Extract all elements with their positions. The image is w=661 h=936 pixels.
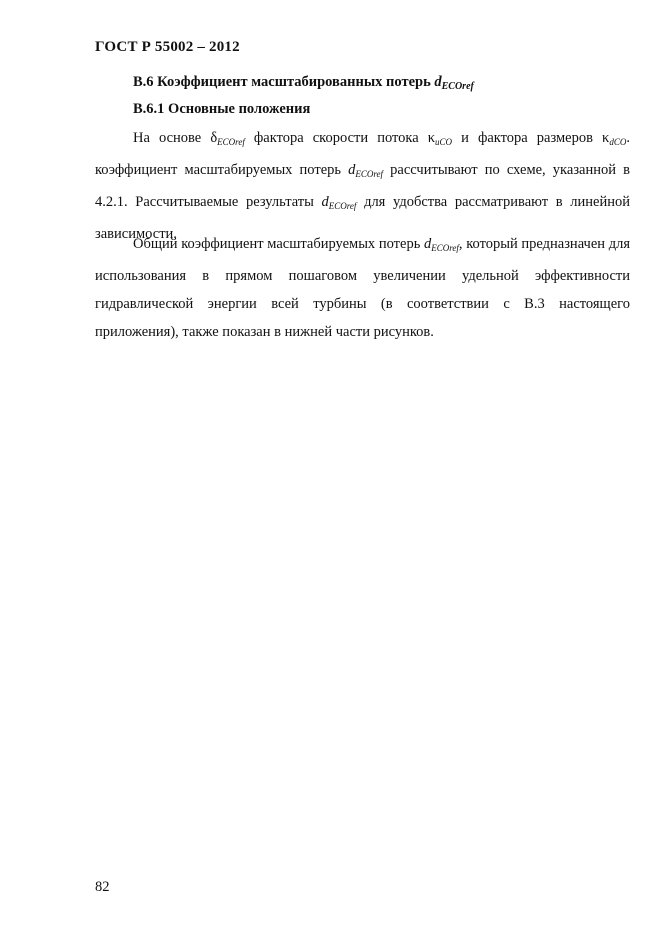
p1-text-1: На основе [133, 130, 211, 146]
p1-d-1: d [348, 162, 356, 178]
p1-kappa-2: κ [602, 130, 610, 146]
p2-d-sub: ECOref [431, 243, 459, 253]
p2-d: d [423, 236, 432, 252]
p1-delta-sub: ECOref [217, 137, 245, 147]
p1-text-6: для удобства рассматривают в линейной зависимости. [95, 194, 630, 242]
page-number: 82 [95, 879, 110, 895]
section-title-text: B.6 Коэффициент масштабированных потерь [133, 74, 431, 90]
subsection-title: B.6.1 Основные положения [133, 101, 311, 117]
p1-text-5: рассчитывают по схеме, указанной в 4.2.1. Рассчитываемые результаты [95, 162, 630, 210]
p1-d-2: d [321, 194, 329, 210]
p1-delta: δ [210, 130, 218, 146]
paragraph-2 [95, 230, 630, 346]
standard-header: ГОСТ Р 55002 – 2012 [95, 39, 240, 55]
p1-d-2-sub: ECOref [328, 201, 357, 211]
p1-kappa-2-sub: dCO [609, 137, 627, 147]
p1-text-3: и фактора размеров [452, 130, 603, 146]
p2-text-2: , который предназначен для использования в прямом пошаговом увеличении удельной эффективности гидравлической энергии всей турбины (в соответствии с B.3 настоящего приложения), также показан в нижней части рисунков. [95, 236, 630, 340]
p1-kappa-1-sub: uCO [435, 137, 453, 147]
p1-text-2: фактора скорости потока [244, 130, 428, 146]
p1-kappa-1: κ [427, 130, 436, 146]
section-title-symbol: d [434, 74, 442, 90]
p2-text-1: Общий коэффициент масштабируемых потерь [133, 236, 424, 252]
section-title-symbol-sub: ECOref [441, 81, 474, 92]
p1-d-1-sub: ECOref [355, 169, 384, 179]
p1-text-4: . коэффициент масштабируемых потерь [95, 130, 630, 178]
section-title [133, 74, 474, 92]
